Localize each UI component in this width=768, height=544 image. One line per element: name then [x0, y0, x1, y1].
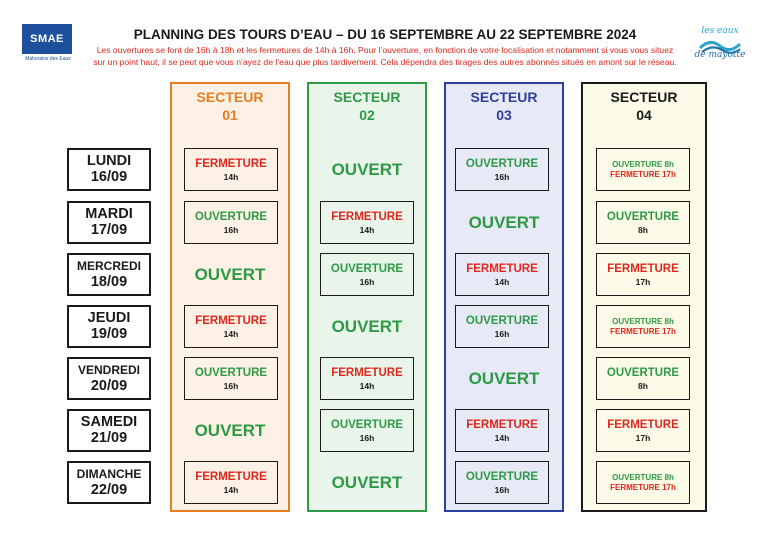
- s4-lundi-cell: [596, 148, 690, 191]
- cell-time: 14h: [223, 171, 239, 182]
- s1-mercredi-open: OUVERT: [194, 264, 266, 284]
- cell-time: 17h: [635, 276, 651, 287]
- cell-status: OUVERTURE: [194, 210, 268, 223]
- day-label-samedi: [67, 409, 151, 452]
- s4-dimanche-cell: [596, 461, 690, 504]
- cell-time: 16h: [223, 224, 239, 235]
- s1-mardi-cell: [184, 201, 278, 244]
- s4-vendredi-cell: [596, 357, 690, 400]
- cell-status: OUVERTURE: [330, 262, 404, 275]
- s2-mercredi-cell: [320, 253, 414, 296]
- sector-01-number: 01: [222, 107, 238, 123]
- cell-time: 17h: [635, 432, 651, 443]
- cell-time: 14h: [494, 276, 510, 287]
- sector-04-header: [583, 88, 705, 124]
- day-date: 21/09: [90, 430, 128, 446]
- cell-status: OUVERTURE: [465, 470, 539, 483]
- s3-mercredi-cell: [455, 253, 549, 296]
- s4-mardi-cell: [596, 201, 690, 244]
- day-name: MERCREDI: [76, 259, 141, 273]
- cell-status: FERMETURE: [195, 470, 267, 483]
- day-date: 20/09: [90, 378, 128, 394]
- water-wave-icon: [698, 38, 742, 54]
- smae-logo: [22, 24, 74, 72]
- day-label-mercredi: [67, 253, 151, 296]
- day-date: 18/09: [90, 274, 128, 290]
- s3-samedi-cell: [455, 409, 549, 452]
- cell-opening: OUVERTURE 8h: [612, 316, 674, 326]
- cell-closing: FERMETURE 17h: [610, 169, 676, 179]
- cell-status: OUVERTURE: [465, 314, 539, 327]
- cell-closing: FERMETURE 17h: [610, 482, 676, 492]
- cell-status: FERMETURE: [331, 210, 403, 223]
- cell-time: 14h: [223, 484, 239, 495]
- sector-01-header: [172, 88, 288, 124]
- page-title: PLANNING DES TOURS D’EAU – DU 16 SEPTEMBRE AU 22 SEPTEMBRE 2024: [133, 27, 637, 42]
- cell-time: 14h: [223, 328, 239, 339]
- s1-dimanche-cell: [184, 461, 278, 504]
- cell-time: 8h: [638, 380, 648, 391]
- day-date: 17/09: [90, 222, 128, 238]
- s3-dimanche-cell: [455, 461, 549, 504]
- cell-closing: FERMETURE 17h: [610, 326, 676, 336]
- day-name: DIMANCHE: [76, 467, 142, 481]
- day-date: 22/09: [90, 482, 128, 498]
- cell-time: 16h: [359, 276, 375, 287]
- s3-jeudi-cell: [455, 305, 549, 348]
- s3-mardi-open: OUVERT: [468, 212, 540, 232]
- cell-status: FERMETURE: [466, 418, 538, 431]
- day-name: SAMEDI: [80, 414, 138, 430]
- cell-status: OUVERTURE: [194, 366, 268, 379]
- s2-vendredi-cell: [320, 357, 414, 400]
- eaux-logo-top-text: les eaux: [701, 26, 739, 36]
- cell-opening: OUVERTURE 8h: [612, 472, 674, 482]
- cell-time: 14h: [359, 380, 375, 391]
- eaux-logo-bottom-text: de mayotte: [694, 50, 746, 60]
- cell-time: 14h: [359, 224, 375, 235]
- cell-status: OUVERTURE: [606, 210, 680, 223]
- s1-lundi-cell: [184, 148, 278, 191]
- s2-mardi-cell: [320, 201, 414, 244]
- cell-status: FERMETURE: [195, 157, 267, 170]
- s1-jeudi-cell: [184, 305, 278, 348]
- s4-samedi-cell: [596, 409, 690, 452]
- s2-dimanche-open: OUVERT: [331, 472, 403, 492]
- s4-mercredi-cell: [596, 253, 690, 296]
- page-subtitle: Les ouvertures se font de 16h à 18h et les fermetures de 14h à 16h. Pour l’ouverture, en fonction de votre localisation et notamment si vous vous situez sur un point haut, il se peut que vous n’ayez de l’eau que plus tardivement. Cela dépendra des tirages des autres abonnés situés en amont sur le réseau.: [93, 45, 677, 67]
- cell-status: OUVERTURE: [465, 157, 539, 170]
- day-label-mardi: [67, 201, 151, 244]
- cell-status: FERMETURE: [331, 366, 403, 379]
- cell-time: 16h: [359, 432, 375, 443]
- day-label-vendredi: [67, 357, 151, 400]
- cell-status: FERMETURE: [607, 262, 679, 275]
- cell-opening: OUVERTURE 8h: [612, 159, 674, 169]
- sector-02-number: 02: [359, 107, 375, 123]
- sector-04-label: SECTEUR: [610, 89, 678, 105]
- s2-lundi-open: OUVERT: [331, 159, 403, 179]
- smae-logo-caption: Mahoraise des Eaux: [25, 56, 71, 62]
- cell-status: FERMETURE: [607, 418, 679, 431]
- cell-status: OUVERTURE: [330, 418, 404, 431]
- cell-status: FERMETURE: [195, 314, 267, 327]
- sector-01-label: SECTEUR: [196, 89, 264, 105]
- s2-samedi-cell: [320, 409, 414, 452]
- cell-time: 16h: [494, 484, 510, 495]
- day-label-lundi: [67, 148, 151, 191]
- sector-02-header: [309, 88, 425, 124]
- sector-04-number: 04: [636, 107, 652, 123]
- cell-time: 14h: [494, 432, 510, 443]
- s1-samedi-open: OUVERT: [194, 420, 266, 440]
- s4-jeudi-cell: [596, 305, 690, 348]
- eaux-de-mayotte-logo: [690, 26, 750, 72]
- cell-status: FERMETURE: [466, 262, 538, 275]
- day-date: 16/09: [90, 169, 128, 185]
- day-label-jeudi: [67, 305, 151, 348]
- day-date: 19/09: [90, 326, 128, 342]
- s1-vendredi-cell: [184, 357, 278, 400]
- day-name: MARDI: [85, 206, 133, 222]
- sector-02-label: SECTEUR: [333, 89, 401, 105]
- s3-lundi-cell: [455, 148, 549, 191]
- day-name: LUNDI: [86, 153, 132, 169]
- day-label-dimanche: [67, 461, 151, 504]
- cell-time: 16h: [494, 328, 510, 339]
- cell-status: OUVERTURE: [606, 366, 680, 379]
- s2-jeudi-open: OUVERT: [331, 316, 403, 336]
- sector-03-number: 03: [496, 107, 512, 123]
- cell-time: 16h: [494, 171, 510, 182]
- day-name: JEUDI: [87, 310, 131, 326]
- sector-03-label: SECTEUR: [470, 89, 538, 105]
- smae-logo-mark: SMAE: [22, 24, 72, 54]
- sector-03-header: [446, 88, 562, 124]
- day-name: VENDREDI: [77, 363, 140, 377]
- cell-time: 8h: [638, 224, 648, 235]
- s3-vendredi-open: OUVERT: [468, 368, 540, 388]
- cell-time: 16h: [223, 380, 239, 391]
